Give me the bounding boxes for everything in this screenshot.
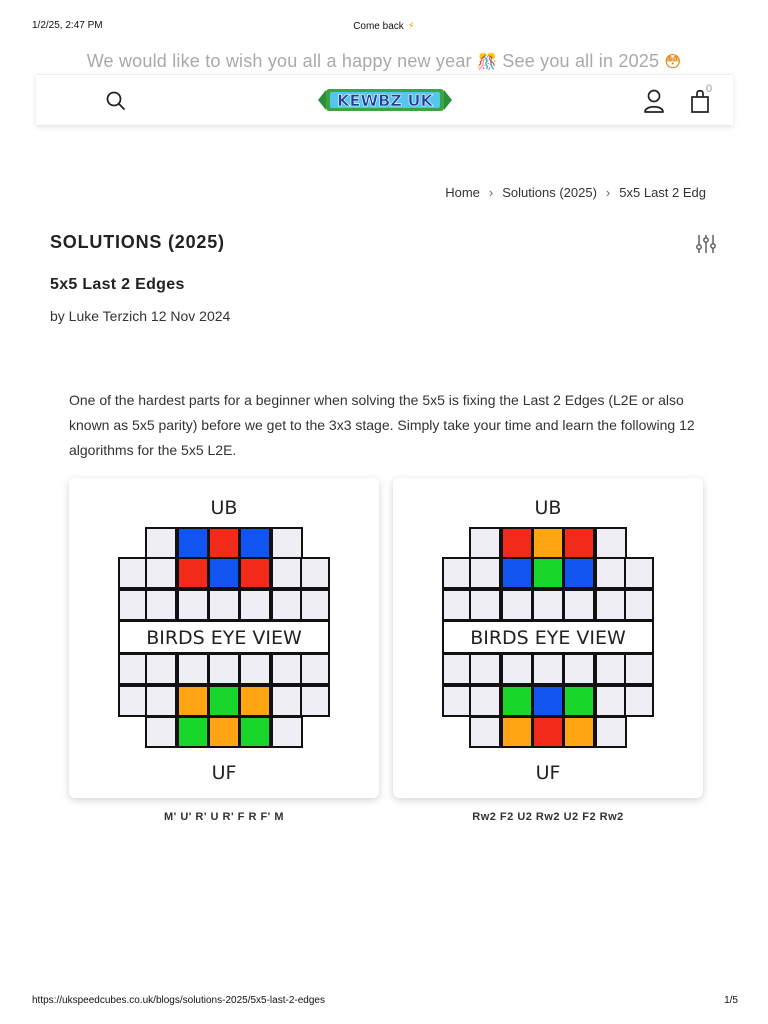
sticker: [146, 686, 176, 716]
sticker: [502, 528, 532, 558]
sticker: [596, 558, 626, 588]
sticker: [272, 590, 302, 620]
sticker: [178, 590, 208, 620]
confetti-icon: 🎊: [476, 54, 498, 71]
sticker: [272, 558, 302, 588]
lightning-icon: ⚡: [407, 21, 415, 32]
birds-eye-diagram: [69, 478, 379, 798]
sticker: [240, 528, 270, 558]
sticker: [470, 686, 500, 716]
birds-eye-label: BIRDS EYE VIEW: [470, 627, 626, 649]
top-face-label: UB: [210, 497, 238, 519]
sticker: [502, 686, 532, 716]
breadcrumb: [445, 185, 706, 200]
breadcrumb-home[interactable]: Home: [445, 185, 480, 200]
announcement-text-1: We would like to wish you all a happy new year: [86, 51, 472, 71]
announcement-text-2: See you all in 2025: [502, 51, 660, 71]
page-title: SOLUTIONS (2025): [50, 232, 225, 252]
sticker: [272, 686, 302, 716]
algorithm-text: M' U' R' U R' F R F' M: [163, 811, 284, 823]
site-header: [36, 74, 733, 125]
print-url: https://ukspeedcubes.co.uk/blogs/solutions-2025/5x5-last-2-edges: [32, 995, 325, 1006]
sticker: [502, 558, 532, 588]
sticker: [272, 654, 302, 684]
sticker: [470, 558, 500, 588]
case-card: [393, 478, 703, 798]
sticker: [178, 717, 208, 747]
bottom-face-label: UF: [535, 762, 561, 784]
sticker: [502, 654, 532, 684]
sticker: [119, 686, 147, 716]
sticker: [178, 528, 208, 558]
sticker: [443, 686, 471, 716]
case-card: [69, 478, 379, 798]
sticker: [146, 528, 176, 558]
sticker: [470, 528, 500, 558]
sticker: [596, 717, 626, 747]
sticker: [146, 717, 176, 747]
sticker: [625, 654, 653, 684]
sticker: [119, 654, 147, 684]
print-title-text: Come back: [353, 21, 404, 32]
sticker: [625, 558, 653, 588]
sticker: [146, 590, 176, 620]
breadcrumb-solutions[interactable]: Solutions (2025): [502, 185, 597, 200]
top-face-label: UB: [534, 497, 562, 519]
sticker: [470, 654, 500, 684]
sticker: [533, 686, 563, 716]
announcement-bar: [0, 51, 768, 72]
sticker: [209, 558, 239, 588]
sticker: [533, 558, 563, 588]
article-title: 5x5 Last 2 Edges: [50, 276, 185, 293]
sticker: [119, 590, 147, 620]
sticker: [301, 558, 329, 588]
sticker: [470, 590, 500, 620]
sticker: [119, 558, 147, 588]
sticker: [564, 686, 594, 716]
sticker: [533, 654, 563, 684]
print-header: [0, 20, 768, 34]
algorithm-text: Rw2 F2 U2 Rw2 U2 F2 Rw2: [472, 811, 624, 823]
sticker: [533, 590, 563, 620]
sticker: [470, 717, 500, 747]
sticker: [146, 654, 176, 684]
sticker: [209, 590, 239, 620]
sticker: [209, 717, 239, 747]
sticker: [564, 558, 594, 588]
sticker: [443, 590, 471, 620]
birds-eye-diagram: [393, 478, 703, 798]
sticker: [209, 654, 239, 684]
site-logo[interactable]: [316, 85, 454, 115]
sticker: [178, 558, 208, 588]
sticker: [596, 654, 626, 684]
sticker: [625, 686, 653, 716]
sticker: [240, 717, 270, 747]
sticker: [209, 528, 239, 558]
filter-sliders-icon[interactable]: [694, 232, 718, 256]
sticker: [443, 654, 471, 684]
chevron-right-icon: ›: [488, 185, 494, 200]
sticker: [533, 528, 563, 558]
sticker: [533, 717, 563, 747]
sticker: [240, 590, 270, 620]
sticker: [301, 686, 329, 716]
sticker: [301, 654, 329, 684]
bottom-face-label: UF: [211, 762, 237, 784]
logo-text: KEWBZ UK: [337, 91, 433, 110]
sticker: [564, 654, 594, 684]
chevron-right-icon: ›: [605, 185, 611, 200]
sticker: [502, 590, 532, 620]
print-date: 1/2/25, 2:47 PM: [32, 20, 103, 31]
sticker: [240, 686, 270, 716]
birds-eye-label: BIRDS EYE VIEW: [146, 627, 302, 649]
sticker: [240, 558, 270, 588]
sticker: [301, 590, 329, 620]
sticker: [596, 528, 626, 558]
article-byline: by Luke Terzich 12 Nov 2024: [50, 308, 231, 324]
sticker: [596, 686, 626, 716]
sticker: [178, 686, 208, 716]
sticker: [209, 686, 239, 716]
sticker: [502, 717, 532, 747]
sticker: [146, 558, 176, 588]
sticker: [178, 654, 208, 684]
search-icon[interactable]: [104, 89, 128, 113]
article-intro: One of the hardest parts for a beginner when solving the 5x5 is fixing the Last 2 Edges (L2E or also known as 5x5 parity) before we get to the 3x3 stage. Simply take your time and learn the following 12 algorithms for the 5x5 L2E.: [69, 392, 695, 458]
sticker: [272, 528, 302, 558]
sticker: [564, 590, 594, 620]
sticker: [272, 717, 302, 747]
cart-count: 0: [706, 83, 713, 95]
sticker: [443, 558, 471, 588]
breadcrumb-current: 5x5 Last 2 Edg: [619, 185, 706, 200]
sticker: [240, 654, 270, 684]
sticker: [596, 590, 626, 620]
print-page-number: 1/5: [724, 995, 738, 1006]
sticker: [625, 590, 653, 620]
account-icon[interactable]: [642, 88, 666, 114]
sticker: [564, 528, 594, 558]
flushed-face-icon: 😳: [664, 54, 682, 71]
sticker: [564, 717, 594, 747]
print-page-title: [0, 21, 768, 32]
